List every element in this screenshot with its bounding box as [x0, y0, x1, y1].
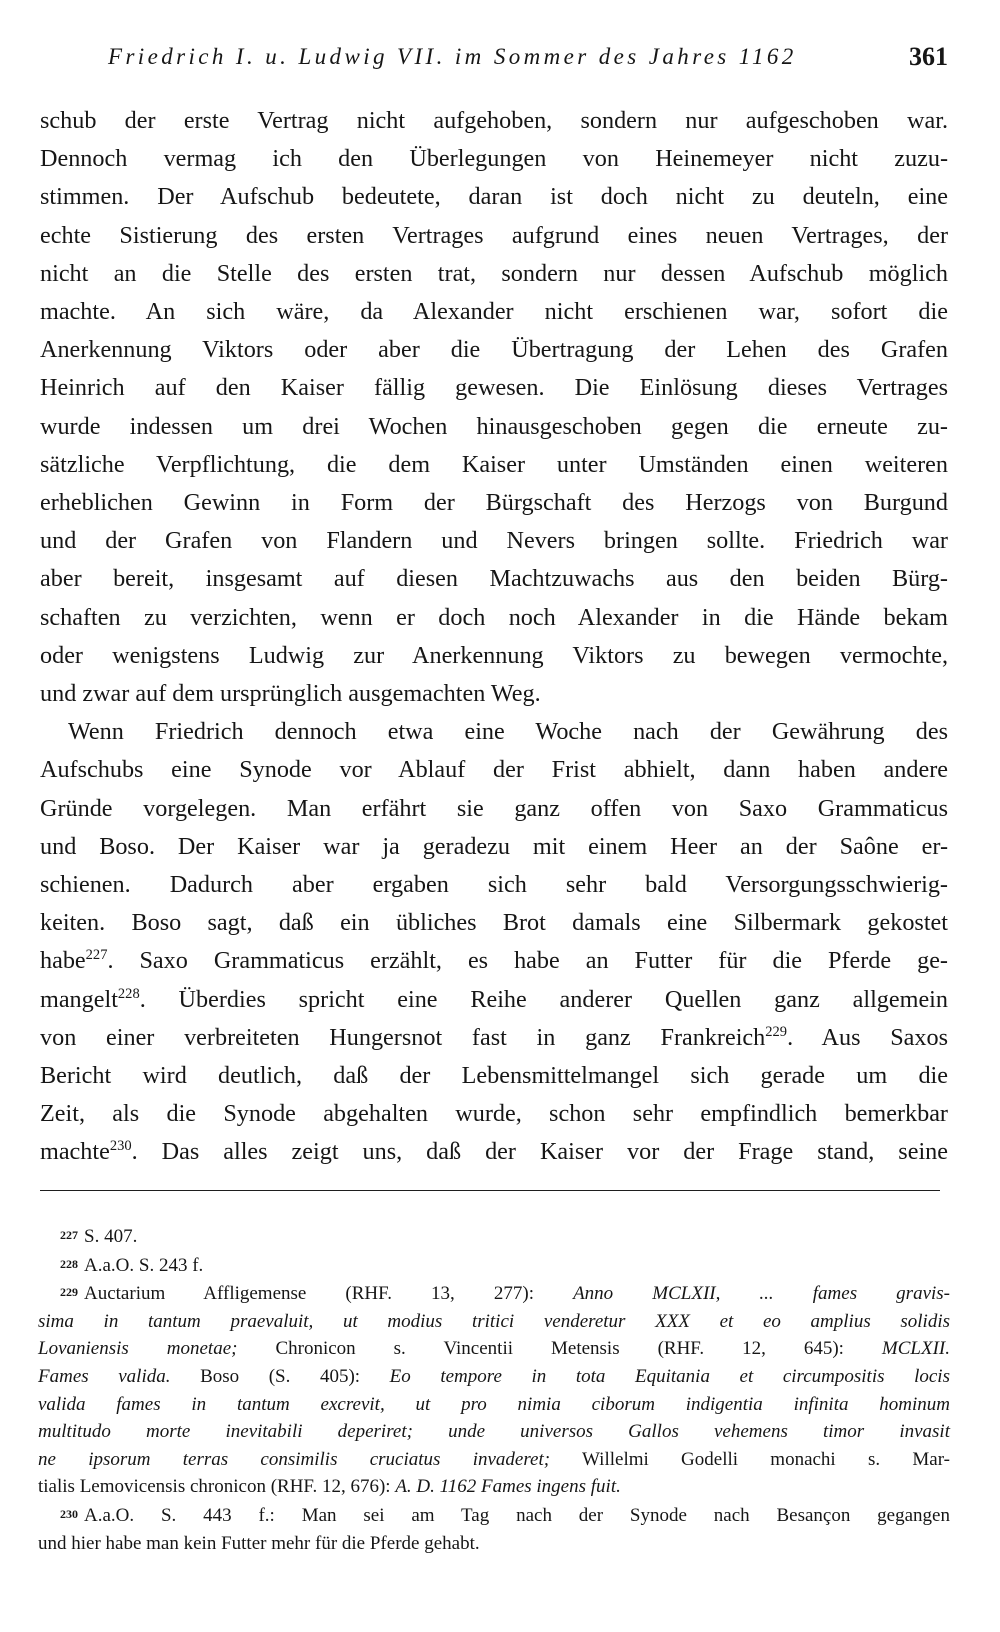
footnote-quote: sima in tantum praevaluit, ut modius tritici venderetur XXX et eo amplius solidis [38, 1310, 950, 1332]
footnote-quote: Lovaniensis monetae; [38, 1338, 238, 1360]
text-line [40, 1133, 948, 1171]
footnote-quote: Fames valida. [38, 1365, 171, 1387]
footnote-227 [38, 1222, 950, 1251]
text-line: Bericht wird deutlich, daß der Lebensmittelmangel sich gerade um die [40, 1062, 948, 1090]
text-line [40, 981, 948, 1019]
text-line: schaften zu verzichten, wenn er doch noch Alexander in die Hände bekam [40, 603, 948, 631]
text-fragment: . Saxo Grammaticus erzählt, es habe an Futter für die Pferde ge- [107, 947, 948, 975]
footnote-text: Boso (S. 405): [170, 1365, 390, 1387]
text-line: machte. An sich wäre, da Alexander nicht erschienen war, sofort die [40, 298, 948, 326]
footnote-number: 227 [60, 1228, 78, 1242]
text-line: sätzliche Verpflichtung, die dem Kaiser unter Umständen einen weiteren [40, 450, 948, 478]
footnote-number: 228 [60, 1256, 78, 1271]
text-line: Anerkennung Viktors oder aber die Übertragung der Lehen des Grafen [40, 336, 948, 364]
text-line [40, 942, 948, 980]
text-fragment: habe [40, 947, 86, 975]
text-line: wurde indessen um drei Wochen hinausgeschoben gegen die erneute zu- [40, 412, 948, 440]
text-line: stimmen. Der Aufschub bedeutete, daran ist doch nicht zu deuteln, eine [40, 183, 948, 211]
footnote-text: und hier habe man kein Futter mehr für die Pferde gehabt. [38, 1532, 480, 1554]
main-text [40, 102, 948, 1172]
footnote-quote: ne ipsorum terras consimilis cruciatus invaderet; [38, 1448, 551, 1470]
text-line: Wenn Friedrich dennoch etwa eine Woche nach der Gewährung des [68, 718, 948, 746]
page-number: 361 [909, 42, 948, 71]
text-line: Gründe vorgelegen. Man erfährt sie ganz offen von Saxo Grammaticus [40, 794, 948, 822]
text-line: und Boso. Der Kaiser war ja geradezu mit einem Heer an der Saône er- [40, 832, 948, 860]
footnote-text: tialis Lemovicensis chronicon (RHF. 12, 676): [38, 1476, 396, 1498]
text-fragment: . Überdies spricht eine Reihe anderer Quellen ganz allgemein [139, 985, 948, 1013]
footnote-number: 229 [60, 1285, 78, 1300]
text-line: Aufschubs eine Synode vor Ablauf der Frist abhielt, dann haben andere [40, 756, 948, 784]
footnote-229-line [38, 1335, 950, 1363]
footnote-text: Chronicon s. Vincentii Metensis (RHF. 12, 645): [237, 1338, 882, 1360]
text-line: Dennoch vermag ich den Überlegungen von Heinemeyer nicht zuzu- [40, 145, 948, 173]
footnote-quote: Anno MCLXII, ... fames gravis- [573, 1283, 951, 1305]
footnote-229-line [38, 1473, 950, 1501]
text-line: erheblichen Gewinn in Form der Bürgschaft des Herzogs von Burgund [40, 489, 948, 517]
text-line: echte Sistierung des ersten Vertrages aufgrund eines neuen Vertrages, der [40, 221, 948, 249]
text-line [40, 1019, 948, 1057]
text-line: keiten. Boso sagt, daß ein übliches Brot damals eine Silbermark gekostet [40, 909, 948, 937]
text-line: aber bereit, insgesamt auf diesen Machtzuwachs aus den beiden Bürg- [40, 565, 948, 593]
text-fragment: von einer verbreiteten Hungersnot fast in ganz Frankreich [40, 1023, 766, 1051]
footnote-ref-228[interactable]: 228 [117, 985, 140, 1002]
footnote-230-line [38, 1530, 950, 1558]
footnote-229-line [38, 1308, 950, 1336]
footnote-separator [40, 1190, 940, 1191]
text-line: und zwar auf dem ursprünglich ausgemachten Weg. [40, 680, 541, 708]
text-fragment: mangelt [40, 985, 118, 1013]
text-line: nicht an die Stelle des ersten trat, sondern nur dessen Aufschub möglich [40, 259, 948, 287]
footnote-229-line [38, 1363, 950, 1391]
text-line: Zeit, als die Synode abgehalten wurde, schon sehr empfindlich bemerkbar [40, 1100, 948, 1128]
footnote-text: Willelmi Godelli monachi s. Mar- [550, 1448, 950, 1470]
footnote-quote: A. D. 1162 Fames ingens fuit. [395, 1476, 621, 1498]
footnote-230-line [38, 1501, 950, 1530]
footnote-text: Auctarium Affligemense (RHF. 13, 277): [84, 1283, 574, 1305]
footnote-text: A.a.O. S. 443 f.: Man sei am Tag nach der Synode nach Besançon gegangen [84, 1504, 950, 1526]
footnote-quote: Eo tempore in tota Equitania et circumpositis locis [389, 1365, 950, 1387]
text-fragment: machte [40, 1138, 110, 1166]
footnote-ref-230[interactable]: 230 [109, 1138, 132, 1155]
footnote-text: S. 407. [84, 1226, 138, 1247]
text-line: schub der erste Vertrag nicht aufgehoben, sondern nur aufgeschoben war. [40, 107, 948, 134]
footnote-229-line [38, 1279, 950, 1308]
footnote-quote: valida fames in tantum excrevit, ut pro nimia ciborum indigentia infinita hominum [38, 1393, 950, 1415]
text-line: schienen. Dadurch aber ergaben sich sehr bald Versorgungsschwierig- [40, 871, 948, 899]
text-fragment: . Aus Saxos [787, 1023, 949, 1051]
footnote-quote: multitudo morte inevitabili deperiret; unde universos Gallos vehemens timor invasit [38, 1421, 950, 1443]
footnote-text: A.a.O. S. 243 f. [84, 1254, 204, 1276]
footnote-229-line [38, 1391, 950, 1419]
page-header [40, 38, 948, 80]
footnote-228 [38, 1251, 950, 1280]
footnote-ref-229[interactable]: 229 [765, 1023, 788, 1040]
footnotes [38, 1222, 950, 1557]
text-line: Heinrich auf den Kaiser fällig gewesen. Die Einlösung dieses Vertrages [40, 374, 948, 402]
footnote-number: 230 [60, 1506, 78, 1521]
footnote-ref-227[interactable]: 227 [85, 947, 108, 964]
footnote-quote: MCLXII. [881, 1338, 950, 1360]
running-title: Friedrich I. u. Ludwig VII. im Sommer des Jahres 1162 [108, 44, 797, 69]
text-line: oder wenigstens Ludwig zur Anerkennung Viktors zu bewegen vermochte, [40, 641, 948, 669]
text-fragment: . Das alles zeigt uns, daß der Kaiser vor der Frage stand, seine [131, 1138, 948, 1166]
text-line: und der Grafen von Flandern und Nevers bringen sollte. Friedrich war [40, 527, 948, 555]
footnote-229-line [38, 1418, 950, 1446]
footnote-229-line [38, 1446, 950, 1474]
